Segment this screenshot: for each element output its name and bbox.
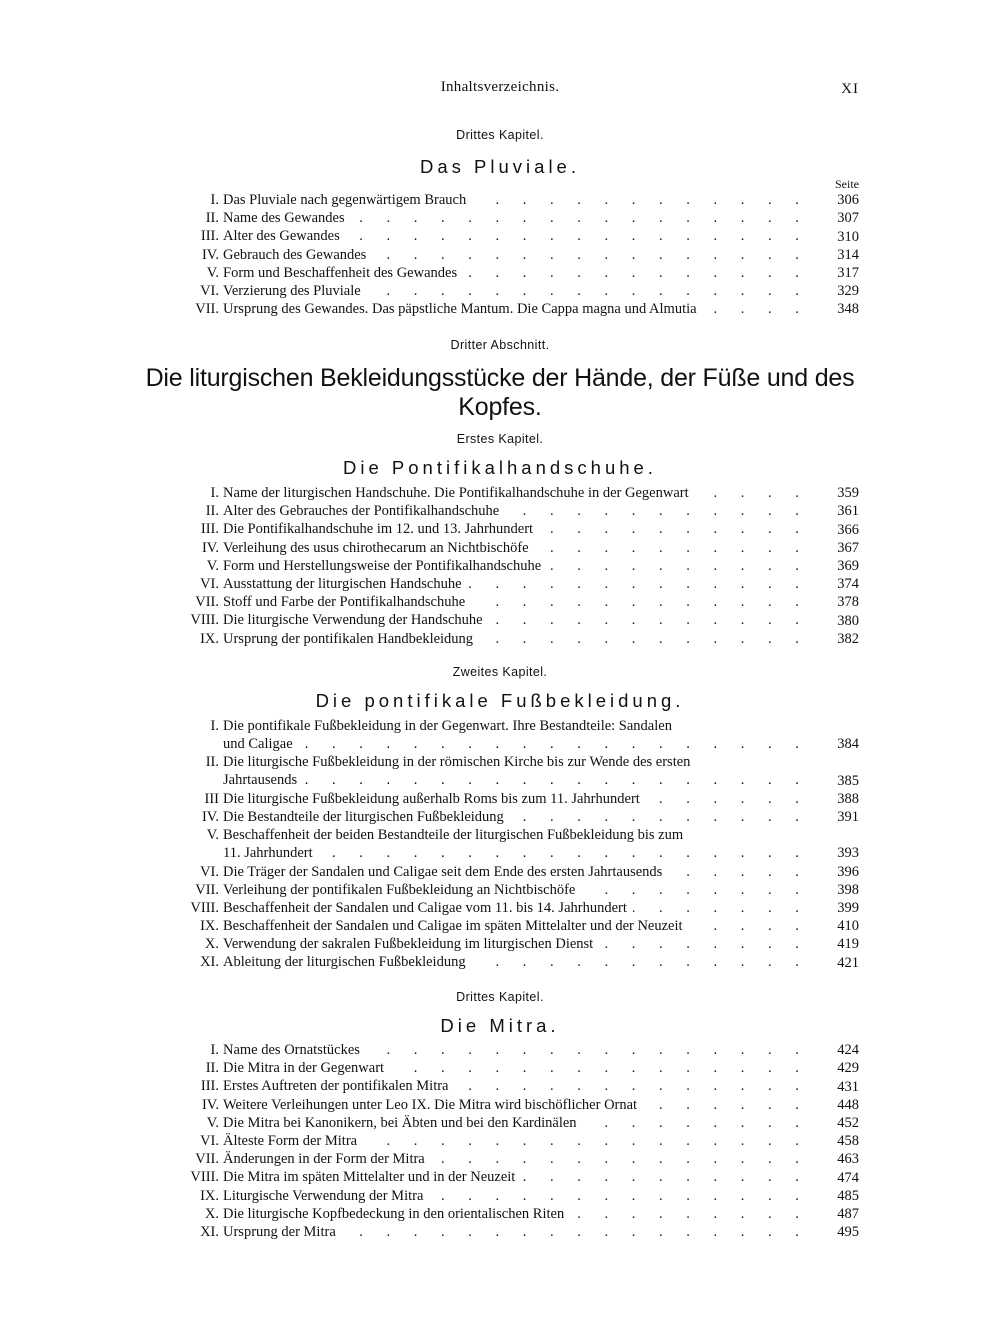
- entry-title: [223, 557, 813, 575]
- toc-entry: [0, 1205, 1000, 1223]
- entry-title-text: Ursprung der pontifikalen Handbekleidung: [223, 631, 479, 647]
- toc-entry: [0, 1187, 1000, 1205]
- toc-entry: [0, 227, 1000, 245]
- entry-page: 359: [837, 485, 859, 502]
- entry-title: [223, 953, 813, 971]
- entry-page: 367: [837, 539, 859, 556]
- entry-title-text: Ursprung der Mitra: [223, 1224, 342, 1240]
- entry-title: [223, 935, 813, 953]
- entry-page: 429: [837, 1060, 859, 1077]
- entry-page: 310: [837, 228, 859, 245]
- entry-number: VI.: [200, 282, 219, 299]
- toc-entry: [0, 520, 1000, 538]
- entry-title: [223, 502, 813, 520]
- entry-title-text: Beschaffenheit der Sandalen und Caligae im späten Mittelalter und der Neuzeit: [223, 918, 689, 934]
- entry-title-text: Beschaffenheit der Sandalen und Caligae vom 11. bis 14. Jahrhundert: [223, 900, 633, 916]
- toc-entry: [0, 484, 1000, 502]
- running-head: [0, 77, 1000, 99]
- entry-number: VII.: [195, 594, 219, 611]
- entry-title-line2-wrap: [223, 771, 813, 789]
- toc-entry: [0, 246, 1000, 264]
- entry-title-line2: Jahrtausends: [223, 772, 303, 788]
- entry-number: III.: [200, 228, 219, 245]
- toc-entry: [0, 808, 1000, 826]
- toc-entry: [0, 557, 1000, 575]
- entry-title-text: Die liturgische Kopfbedeckung in den orientalischen Riten: [223, 1206, 570, 1222]
- entry-title-line1: Beschaffenheit der beiden Bestandteile der liturgischen Fußbekleidung bis zum: [223, 826, 813, 844]
- entry-title: [223, 209, 813, 227]
- toc-entry: [0, 264, 1000, 282]
- entry-title: [223, 630, 813, 648]
- entry-number: V.: [206, 1114, 219, 1131]
- entry-number: V.: [206, 557, 219, 574]
- toc-entry: [0, 593, 1000, 611]
- entry-page: 458: [837, 1133, 859, 1150]
- entry-page: 380: [837, 612, 859, 629]
- entry-number: I.: [210, 192, 219, 208]
- toc-entry: [0, 1150, 1000, 1168]
- entry-title-line2: 11. Jahrhundert: [223, 845, 319, 861]
- entry-number: VIII.: [190, 612, 219, 629]
- entry-title: [223, 575, 813, 593]
- entry-page: 361: [837, 503, 859, 520]
- toc-list: [0, 717, 1000, 972]
- entry-number: V.: [206, 827, 219, 844]
- entry-title-text: Verleihung des usus chirothecarum an Nichtbischöfe: [223, 540, 535, 556]
- entry-page: 388: [837, 790, 859, 807]
- entry-number: II.: [205, 754, 219, 771]
- entry-page: 314: [837, 246, 859, 263]
- entry-page: 424: [837, 1042, 859, 1059]
- entry-title-text: Form und Beschaffenheit des Gewandes: [223, 265, 463, 281]
- toc-entry: [0, 1077, 1000, 1095]
- entry-title-text: Älteste Form der Mitra: [223, 1133, 363, 1149]
- entry-title-line1: Die liturgische Fußbekleidung in der römischen Kirche bis zur Wende des ersten: [223, 753, 813, 771]
- toc-entry: [0, 753, 1000, 789]
- entry-title: [223, 1096, 813, 1114]
- entry-page: 393: [837, 845, 859, 862]
- toc-entry: [0, 502, 1000, 520]
- entry-number: I.: [210, 1042, 219, 1058]
- entry-page: 421: [837, 954, 859, 971]
- chapter-title: Die Pontifikalhandschuhe.: [343, 457, 657, 478]
- entry-page: 307: [837, 210, 859, 227]
- seite-label: Seite: [835, 177, 859, 191]
- entry-page: 348: [837, 301, 859, 318]
- entry-number: X.: [204, 936, 219, 953]
- entry-page: 410: [837, 918, 859, 935]
- entry-title-text: Name des Ornatstückes: [223, 1042, 366, 1058]
- entry-title: [223, 826, 813, 862]
- kapitel-label: Drittes Kapitel.: [456, 990, 544, 1004]
- entry-title: [223, 246, 813, 264]
- entry-title: [223, 790, 813, 808]
- toc-entry: [0, 611, 1000, 629]
- entry-title: [223, 611, 813, 629]
- toc-entry: [0, 282, 1000, 300]
- entry-title-text: Änderungen in der Form der Mitra: [223, 1151, 431, 1167]
- entry-title: [223, 717, 813, 753]
- toc-entry: [0, 935, 1000, 953]
- entry-page: 448: [837, 1096, 859, 1113]
- entry-title-line2-wrap: [223, 844, 813, 862]
- entry-title: [223, 808, 813, 826]
- entry-title-text: Liturgische Verwendung der Mitra: [223, 1188, 429, 1204]
- entry-page: 366: [837, 521, 859, 538]
- entry-page: 463: [837, 1151, 859, 1168]
- entry-title-text: Alter des Gebrauches der Pontifikalhandschuhe: [223, 503, 505, 519]
- entry-number: IV.: [201, 808, 219, 825]
- entry-number: IV.: [201, 246, 219, 263]
- toc-entry: [0, 717, 1000, 753]
- entry-number: VI.: [200, 1132, 219, 1149]
- chapter-title: Die pontifikale Fußbekleidung.: [315, 690, 685, 711]
- entry-page: 419: [837, 936, 859, 953]
- entry-title-text: Verzierung des Pluviale: [223, 283, 367, 299]
- entry-number: IX.: [200, 630, 219, 647]
- toc-entry: [0, 863, 1000, 881]
- entry-number: VII.: [195, 1151, 219, 1168]
- toc-entry: [0, 1132, 1000, 1150]
- entry-number: I.: [210, 485, 219, 501]
- entry-title: [223, 1077, 813, 1095]
- entry-title-text: Die Mitra bei Kanonikern, bei Äbten und bei den Kardinälen: [223, 1115, 583, 1131]
- entry-page: 329: [837, 283, 859, 300]
- toc-entry: [0, 1168, 1000, 1186]
- toc-list: [0, 484, 1000, 648]
- toc-entry: [0, 1114, 1000, 1132]
- toc-entry: [0, 826, 1000, 862]
- chapter-title: Das Pluviale.: [420, 156, 580, 177]
- entry-title-line2-wrap: [223, 735, 813, 753]
- kapitel-label: Erstes Kapitel.: [456, 432, 544, 446]
- entry-page: 474: [837, 1169, 859, 1186]
- entry-title-text: Gebrauch des Gewandes: [223, 247, 372, 263]
- entry-page: 487: [837, 1205, 859, 1222]
- entry-title: [223, 881, 813, 899]
- entry-title-text: Ausstattung der liturgischen Handschuhe: [223, 576, 468, 592]
- entry-number: II.: [205, 210, 219, 227]
- toc-entry: [0, 1041, 1000, 1059]
- entry-title: [223, 1114, 813, 1132]
- entry-number: VII.: [195, 881, 219, 898]
- entry-number: VII.: [195, 301, 219, 318]
- toc-entry: [0, 1223, 1000, 1241]
- entry-title-text: Das Pluviale nach gegenwärtigem Brauch: [223, 192, 472, 208]
- entry-number: VI.: [200, 575, 219, 592]
- entry-number: II.: [205, 503, 219, 520]
- toc-entry: [0, 1096, 1000, 1114]
- entry-title-text: Alter des Gewandes: [223, 228, 346, 244]
- entry-number: XI.: [200, 1223, 219, 1240]
- entry-page: 374: [837, 576, 859, 593]
- toc-list: [0, 191, 1000, 318]
- entry-number: III.: [200, 521, 219, 538]
- entry-title: [223, 227, 813, 245]
- entry-title: [223, 917, 813, 935]
- toc-entry: [0, 539, 1000, 557]
- entry-page: 452: [837, 1114, 859, 1131]
- toc-list: [0, 1041, 1000, 1241]
- entry-title-text: Ursprung des Gewandes. Das päpstliche Mantum. Die Cappa magna und Almutia: [223, 301, 703, 317]
- entry-title: [223, 539, 813, 557]
- entry-title: [223, 300, 813, 318]
- entry-number: V.: [206, 264, 219, 281]
- toc-entry: [0, 881, 1000, 899]
- entry-title-line1: Die pontifikale Fußbekleidung in der Gegenwart. Ihre Bestandteile: Sandalen: [223, 717, 813, 735]
- toc-entry: [0, 575, 1000, 593]
- entry-page: 495: [837, 1224, 859, 1241]
- toc-entry: [0, 191, 1000, 209]
- chapter-title: Die Mitra.: [440, 1015, 560, 1036]
- entry-title: [223, 1150, 813, 1168]
- entry-page: 317: [837, 264, 859, 281]
- entry-page: 485: [837, 1187, 859, 1204]
- entry-title-text: Die Träger der Sandalen und Caligae seit dem Ende des ersten Jahrtausends: [223, 864, 668, 880]
- entry-title-text: Form und Herstellungsweise der Pontifikalhandschuhe: [223, 558, 547, 574]
- entry-title: [223, 1223, 813, 1241]
- entry-title-text: Die Bestandteile der liturgischen Fußbekleidung: [223, 809, 510, 825]
- entry-title-text: Die Mitra in der Gegenwart: [223, 1060, 390, 1076]
- running-title: Inhaltsverzeichnis.: [440, 79, 560, 95]
- entry-title: [223, 1205, 813, 1223]
- entry-number: II.: [205, 1060, 219, 1077]
- entry-title-text: Die liturgische Verwendung der Handschuhe: [223, 612, 489, 628]
- kapitel-label: Drittes Kapitel.: [456, 128, 544, 142]
- entry-page: 306: [837, 192, 859, 209]
- entry-number: VIII.: [190, 1169, 219, 1186]
- entry-title-text: Erstes Auftreten der pontifikalen Mitra: [223, 1078, 455, 1094]
- entry-title-text: Stoff und Farbe der Pontifikalhandschuhe: [223, 594, 471, 610]
- entry-title: [223, 863, 813, 881]
- toc-entry: [0, 630, 1000, 648]
- entry-title-text: Name des Gewandes: [223, 210, 351, 226]
- entry-title: [223, 520, 813, 538]
- entry-title: [223, 484, 813, 502]
- entry-title-line2: und Caligae: [223, 736, 299, 752]
- entry-number: VI.: [200, 863, 219, 880]
- entry-number: IX.: [200, 1187, 219, 1204]
- entry-title-text: Die Pontifikalhandschuhe im 12. und 13. Jahrhundert: [223, 521, 539, 537]
- entry-title-text: Weitere Verleihungen unter Leo IX. Die Mitra wird bischöflicher Ornat: [223, 1097, 643, 1113]
- entry-title: [223, 1059, 813, 1077]
- entry-page: 385: [837, 772, 859, 789]
- entry-page: 378: [837, 594, 859, 611]
- toc-entry: [0, 917, 1000, 935]
- kapitel-label: Zweites Kapitel.: [452, 665, 548, 679]
- entry-page: 431: [837, 1078, 859, 1095]
- entry-number: IV.: [201, 1096, 219, 1113]
- entry-page: 391: [837, 809, 859, 826]
- entry-page: 382: [837, 630, 859, 647]
- entry-page: 369: [837, 557, 859, 574]
- entry-title-text: Die liturgische Fußbekleidung außerhalb Roms bis zum 11. Jahrhundert: [223, 791, 646, 807]
- toc-entry: [0, 1059, 1000, 1077]
- toc-entry: [0, 790, 1000, 808]
- entry-title: [223, 899, 813, 917]
- entry-number: IV.: [201, 539, 219, 556]
- abschnitt-label: Dritter Abschnitt.: [450, 338, 550, 352]
- entry-number: III.: [200, 1078, 219, 1095]
- entry-title: [223, 1132, 813, 1150]
- entry-page: 398: [837, 881, 859, 898]
- entry-number: XI.: [200, 954, 219, 971]
- entry-title: [223, 1041, 813, 1059]
- entry-title-text: Verwendung der sakralen Fußbekleidung im liturgischen Dienst: [223, 936, 599, 952]
- entry-title: [223, 282, 813, 300]
- section-title: Die liturgischen Bekleidungsstücke der Hände, der Füße und des Kopfes.: [145, 364, 855, 421]
- toc-entry: [0, 300, 1000, 318]
- entry-title-text: Ableitung der liturgischen Fußbekleidung: [223, 954, 472, 970]
- entry-number: IX.: [200, 918, 219, 935]
- entry-page: 396: [837, 863, 859, 880]
- entry-title: [223, 264, 813, 282]
- entry-title: [223, 593, 813, 611]
- toc-entry: [0, 209, 1000, 227]
- entry-page: 399: [837, 900, 859, 917]
- entry-title: [223, 1168, 813, 1186]
- entry-title-text: Die Mitra im späten Mittelalter und in der Neuzeit: [223, 1169, 521, 1185]
- entry-page: 384: [837, 736, 859, 753]
- toc-entry: [0, 899, 1000, 917]
- entry-number: III: [204, 790, 219, 807]
- entry-number: VIII.: [190, 899, 219, 916]
- entry-title: [223, 753, 813, 789]
- entry-title: [223, 1187, 813, 1205]
- entry-title-text: Verleihung der pontifikalen Fußbekleidung an Nichtbischöfe: [223, 882, 581, 898]
- entry-title: [223, 191, 813, 209]
- toc-entry: [0, 953, 1000, 971]
- page-number: XI: [841, 81, 859, 97]
- entry-number: X.: [204, 1205, 219, 1222]
- entry-number: I.: [210, 718, 219, 734]
- entry-title-text: Name der liturgischen Handschuhe. Die Pontifikalhandschuhe in der Gegenwart: [223, 485, 695, 501]
